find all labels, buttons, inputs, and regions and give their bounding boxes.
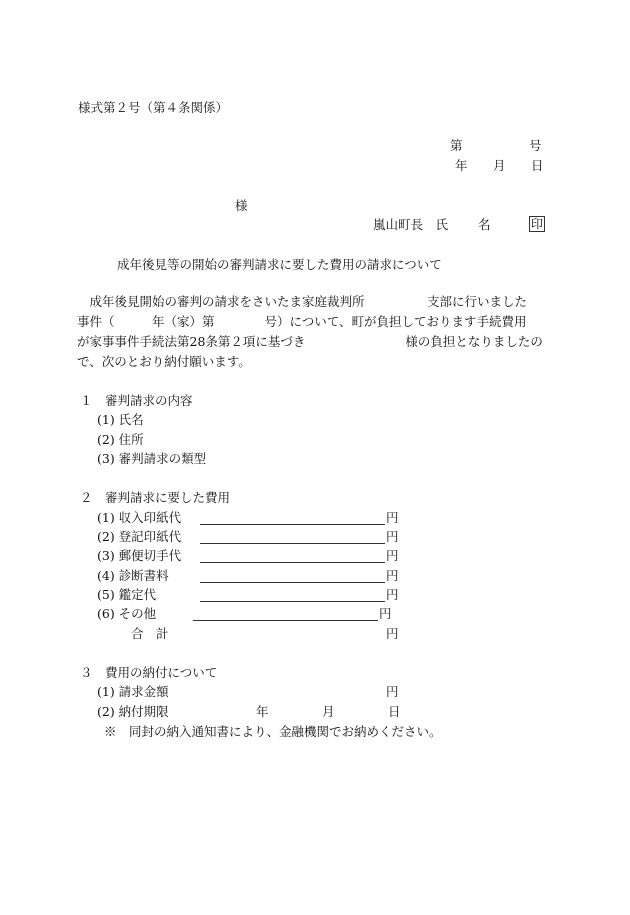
reference-number-prefix: 第	[450, 138, 463, 153]
body-line-3: が家事事件手続法第28条第２項に基づき 様の負担となりましたの	[77, 334, 543, 349]
sender-name-label: 名	[478, 217, 491, 232]
addressee-honorific: 様	[235, 198, 248, 213]
cost-line-medical-certificate	[200, 582, 385, 583]
section1-item-address: (2) 住所	[97, 432, 144, 447]
billing-amount-unit: 円	[386, 684, 399, 699]
cost-unit-other: 円	[379, 606, 392, 621]
document-title: 成年後見等の開始の審判請求に要した費用の請求について	[117, 257, 442, 272]
cost-label-postage: (3) 郵便切手代	[97, 548, 182, 563]
body-line-2: 事件（ 年（家）第 号）について、町が負担しております手続費用	[77, 314, 527, 329]
cost-label-registration-stamp: (2) 登記印紙代	[97, 529, 182, 544]
cost-unit-revenue-stamp: 円	[386, 510, 399, 525]
cost-line-other	[193, 620, 378, 621]
cost-unit-medical-certificate: 円	[386, 568, 399, 583]
cost-line-postage	[200, 562, 385, 563]
cost-line-appraisal	[200, 601, 385, 602]
payment-deadline-year: 年	[256, 704, 269, 719]
section1-item-type: (3) 審判請求の類型	[97, 451, 207, 466]
section1-heading: １ 審判請求の内容	[80, 393, 193, 408]
body-line-4: で、次のとおり納付願います。	[77, 354, 251, 369]
seal-stamp: 印	[531, 217, 544, 231]
date-month: 月	[493, 158, 506, 173]
payment-deadline-day: 日	[388, 704, 401, 719]
cost-line-registration-stamp	[200, 543, 385, 544]
cost-unit-postage: 円	[386, 548, 399, 563]
cost-unit-appraisal: 円	[386, 587, 399, 602]
cost-total-label: 合 計	[131, 626, 169, 641]
cost-line-revenue-stamp	[200, 524, 385, 525]
payment-note: ※ 同封の納入通知書により、金融機関でお納めください。	[104, 724, 442, 739]
cost-label-revenue-stamp: (1) 収入印紙代	[97, 510, 182, 525]
form-label: 様式第２号（第４条関係）	[78, 100, 229, 115]
section2-heading: ２ 審判請求に要した費用	[80, 490, 231, 505]
date-year: 年	[455, 158, 468, 173]
cost-label-medical-certificate: (4) 診断書料	[97, 568, 169, 583]
section1-item-name: (1) 氏名	[97, 412, 144, 427]
sender-title: 嵐山町長 氏	[373, 217, 449, 232]
cost-total-unit: 円	[386, 626, 399, 641]
billing-amount-label: (1) 請求金額	[97, 684, 169, 699]
date-day: 日	[531, 158, 544, 173]
cost-unit-registration-stamp: 円	[386, 529, 399, 544]
body-line-1: 成年後見開始の審判の請求をさいたま家庭裁判所 支部に行いました	[77, 294, 528, 309]
payment-deadline-month: 月	[322, 704, 335, 719]
section3-heading: ３ 費用の納付について	[80, 665, 218, 680]
payment-deadline-label: (2) 納付期限	[97, 704, 169, 719]
reference-number-suffix: 号	[529, 138, 542, 153]
cost-label-appraisal: (5) 鑑定代	[97, 587, 157, 602]
cost-label-other: (6) その他	[97, 606, 157, 621]
